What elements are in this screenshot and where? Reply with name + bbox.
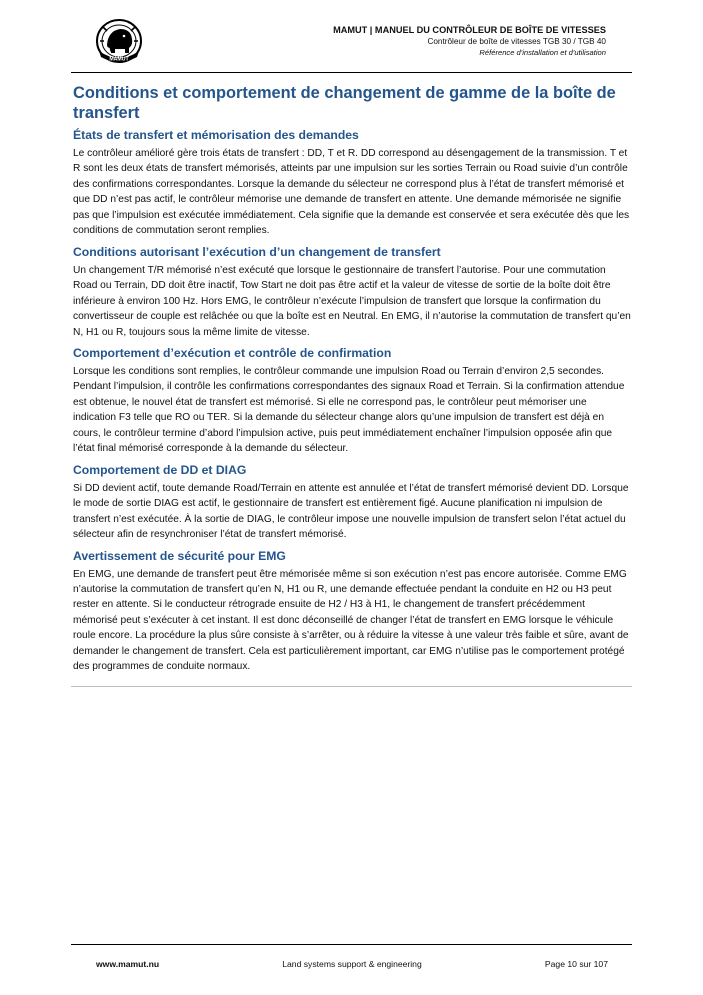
document-subtitle: Contrôleur de boîte de vitesses TGB 30 / TGB 40 (427, 37, 606, 46)
page-content (73, 83, 631, 681)
header-text-block (333, 24, 606, 58)
document-reference: Référence d'installation et d'utilisation (479, 48, 606, 57)
footer-website: www.mamut.nu (96, 959, 160, 969)
section-paragraph: Si DD devient actif, toute demande Road/Terrain en attente est annulée et l’état de transfert mémorisé devient DD. Lorsque le mode de sortie DIAG est actif, le gestionnaire de transfert est entièrement figé. Aucune planification ni impulsion de transfert n’est exécutée. À la sortie de DIAG, le contrôleur impose une nouvelle impulsion de transfert selon l’état actuel du sélecteur afin de resynchroniser l’état de transfert mémorisé. (73, 482, 629, 541)
footer-page-number: Page 10 sur 107 (544, 959, 608, 969)
section-execution-conditions (73, 245, 631, 340)
section-paragraph: Lorsque les conditions sont remplies, le contrôleur commande une impulsion Road ou Terrain d’environ 2,5 secondes. Pendant l’impulsion, il contrôle les confirmations correspondantes des signaux Road et Terrain. Si la confirmation attendue est obtenue, le nouvel état de transfert est mémorisé. Si elle ne correspond pas, le contrôleur peut mémoriser une indication F3 telle que RO ou TER. Si la demande du sélecteur change alors qu’une impulsion de transfert est déjà en cours, le contrôleur termine d’abord l’impulsion active, puis peut immédiatement enchaîner l’impulsion opposée afin que l’état final mémorisé corresponde à la demande du sélecteur. (73, 365, 625, 455)
footer-tagline: Land systems support & engineering (282, 959, 422, 969)
page-header (0, 0, 703, 74)
mamut-logo (93, 17, 145, 65)
page-title: Conditions et comportement de changement de gamme de la boîte de transfert (73, 84, 616, 122)
page-footer (96, 959, 608, 973)
section-heading: États de transfert et mémorisation des demandes (73, 128, 359, 142)
section-heading: Comportement de DD et DIAG (73, 462, 247, 477)
svg-text:MAMUT: MAMUT (109, 56, 129, 63)
document-title: MAMUT | MANUEL DU CONTRÔLEUR DE BOÎTE DE VITESSES (333, 25, 606, 35)
section-transfer-states (73, 128, 631, 239)
footer-divider (71, 944, 632, 945)
content-end-divider (71, 686, 632, 687)
section-paragraph: Le contrôleur amélioré gère trois états de transfert : DD, T et R. DD correspond au désengagement de la transmission. T et R sont les deux états de transfert mémorisés, atteints par une impulsion sur les sorties Terrain ou Road suivie d’un contrôle des confirmations correspondantes. Lorsque la demande du sélecteur ne correspond plus à l’état de transfert mémorisé et que DD n’est pas actif, le contrôleur mémorise une demande de transfert en attente. Une demande mémorisée ne signifie pas que l’impulsion est exécutée immédiatement. Cela signifie que la demande est conservée et sera exécutée dès que les conditions de commutation seront remplies. (73, 148, 630, 237)
section-heading: Avertissement de sécurité pour EMG (73, 548, 286, 563)
section-heading: Conditions autorisant l’exécution d’un changement de transfert (73, 244, 441, 259)
section-emg-warning (73, 549, 631, 675)
header-divider (71, 72, 632, 73)
section-dd-diag (73, 463, 631, 543)
section-heading: Comportement d’exécution et contrôle de confirmation (73, 345, 392, 360)
section-paragraph: Un changement T/R mémorisé n’est exécuté que lorsque le gestionnaire de transfert l’autorise. Pour une commutation Road ou Terrain, DD doit être inactif, Tow Start ne doit pas être actif et la valeur de vitesse de sortie de la boîte doit être inférieure à environ 100 Hz. Hors EMG, le contrôleur n’exécute l’impulsion de transfert que lorsque la confirmation du convertisseur de couple est relâchée ou que la boîte est en Neutral. En EMG, il n’autorise la commutation de transfert qu’en N, H1 ou R, toujours sous la même limite de vitesse. (73, 264, 631, 338)
section-execution-behavior (73, 346, 631, 457)
section-paragraph: En EMG, une demande de transfert peut être mémorisée même si son exécution n’est pas encore autorisée. Comme EMG n’autorise la commutation de transfert qu’en N, H1 ou R, une demande effectuée pendant la conduite en H2 ou H3 peut rester en attente. Si le conducteur rétrograde ensuite de H2 / H3 à H1, le changement de transfert précédemment mémorisé peut s’exécuter à cet instant. Il est donc déconseillé de changer l’état de transfert en EMG lorsque le véhicule roule encore. La procédure la plus sûre consiste à s’arrêter, ou à réduire la vitesse à une valeur très faible et sûre, avant de demander le changement de transfert. Cela est particulièrement important, car EMG n’utilise pas le comportement protégé des programmes de conduite normaux. (73, 568, 629, 673)
